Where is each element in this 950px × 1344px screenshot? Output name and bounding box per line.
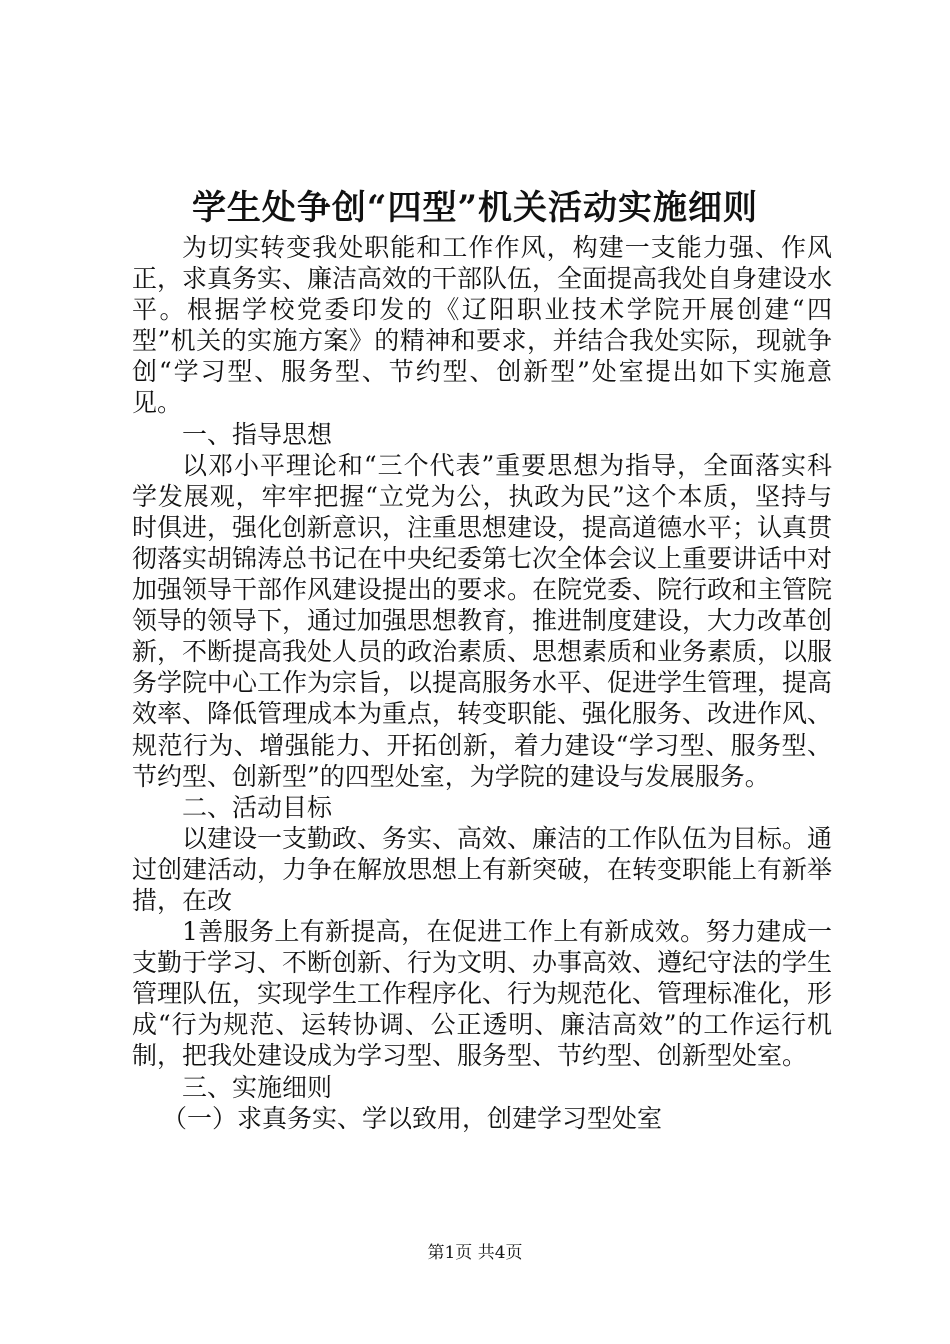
activity-goals-paragraph: 以建设一支勤政、务实、高效、廉洁的工作队伍为目标。通过创建活动，力争在解放思想上有新突破，在转变职能上有新举措，在改	[132, 823, 833, 915]
intro-paragraph: 为切实转变我处职能和工作作风，构建一支能力强、作风正，求真务实、廉洁高效的干部队伍，全面提高我处自身建设水平。根据学校党委印发的《辽阳职业技术学院开展创建“四型”机关的实施方案》的精神和要求，并结合我处实际，现就争创“学习型、服务型、节约型、创新型”处室提出如下实施意见。	[132, 233, 833, 418]
subsection-heading-learning-office: （一）求真务实、学以致用，创建学习型处室	[162, 1103, 663, 1133]
document-title: 学生处争创“四型”机关活动实施细则	[191, 188, 759, 228]
section-heading-guiding-ideology: 一、指导思想	[182, 419, 333, 449]
section-heading-activity-goals: 二、活动目标	[182, 792, 333, 822]
guiding-ideology-paragraph: 以邓小平理论和“三个代表”重要思想为指导，全面落实科学发展观，牢牢把握“立党为公，执政为民”这个本质，坚持与时俱进，强化创新意识，注重思想建设，提高道德水平；认真贯彻落实胡锦涛总书记在中央纪委第七次全体会议上重要讲话中对加强领导干部作风建设提出的要求。在院党委、院行政和主管院领导的领导下，通过加强思想教育，推进制度建设，大力改革创新，不断提高我处人员的政治素质、思想素质和业务素质，以服务学院中心工作为宗旨，以提高服务水平、促进学生管理，提高效率、降低管理成本为重点，转变职能、强化服务、改进作风、规范行为、增强能力、开拓创新，着力建设“学习型、服务型、节约型、创新型”的四型处室，为学院的建设与发展服务。	[132, 450, 833, 791]
document-body	[132, 232, 832, 1134]
section-heading-implementation-rules: 三、实施细则	[182, 1072, 333, 1102]
page-footer: 第1页 共4页	[427, 1243, 523, 1263]
activity-goals-continued-paragraph: 1善服务上有新提高，在促进工作上有新成效。努力建成一支勤于学习、不断创新、行为文明、办事高效、遵纪守法的学生管理队伍，实现学生工作程序化、行为规范化、管理标准化，形成“行为规范、运转协调、公正透明、廉洁高效”的工作运行机制，把我处建设成为学习型、服务型、节约型、创新型处室。	[132, 917, 833, 1071]
